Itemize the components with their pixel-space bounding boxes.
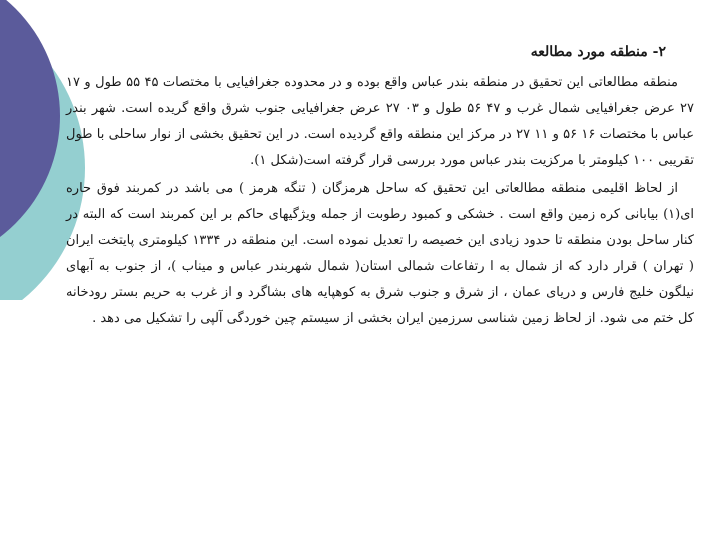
paragraph-climate-and-geography: از لحاظ اقلیمی منطقه مطالعاتی این تحقیق که ساحل هرمزگان ( تنگه هرمز ) می باشد در کمربند فوق حاره ای(۱) بیابانی کره زمین واقع است . خشکی و کمبود رطوبت از جمله ویژگیهای حاکم بر این کمربند است که البته در کنار ساحل بودن منطقه تا حدود زیادی این خصیصه را تعدیل نموده است. این منطقه در ۱۳۳۴ کیلومتری پایتخت ایران ( تهران ) قرار دارد که از شمال به ا رتفاعات شمالی استان( شمال شهربندر عباس و میناب )، از جنوب به آبهای نیلگون خلیج فارس و دریای عمان ، از شرق و جنوب شرق به کوهپایه های بشاگرد و از غرب به حریم بستر رودخانه کل ختم می شود. از لحاظ زمین شناسی سرزمین ایران بخشی از سیستم چین خوردگی آلپی را تشکیل می دهد .	[66, 181, 694, 326]
slide-content	[66, 40, 694, 332]
paragraph-study-area-location: منطقه مطالعاتی این تحقیق در منطقه بندر عباس واقع بوده و در محدوده جغرافیایی با مختصات ۴۵ ۵۵ طول و ۱۷ ۲۷ عرض جغرافیایی شمال غرب و ۴۷ ۵۶ طول و ۰۳ ۲۷ عرض جغرافیایی جنوب شرق واقع گریده است. شهر بندر عباس با مختصات ۱۶ ۵۶ و ۱۱ ۲۷ در مرکز این منطقه واقع گردیده است. در این تحقیق بخشی از نوار ساحلی با طول تقریبی ۱۰۰ کیلومتر با مرکزیت بندر عباس مورد بررسی قرار گرفته است(شکل ۱).	[66, 75, 694, 168]
section-heading: ۲- منطقه مورد مطالعه	[530, 44, 666, 60]
